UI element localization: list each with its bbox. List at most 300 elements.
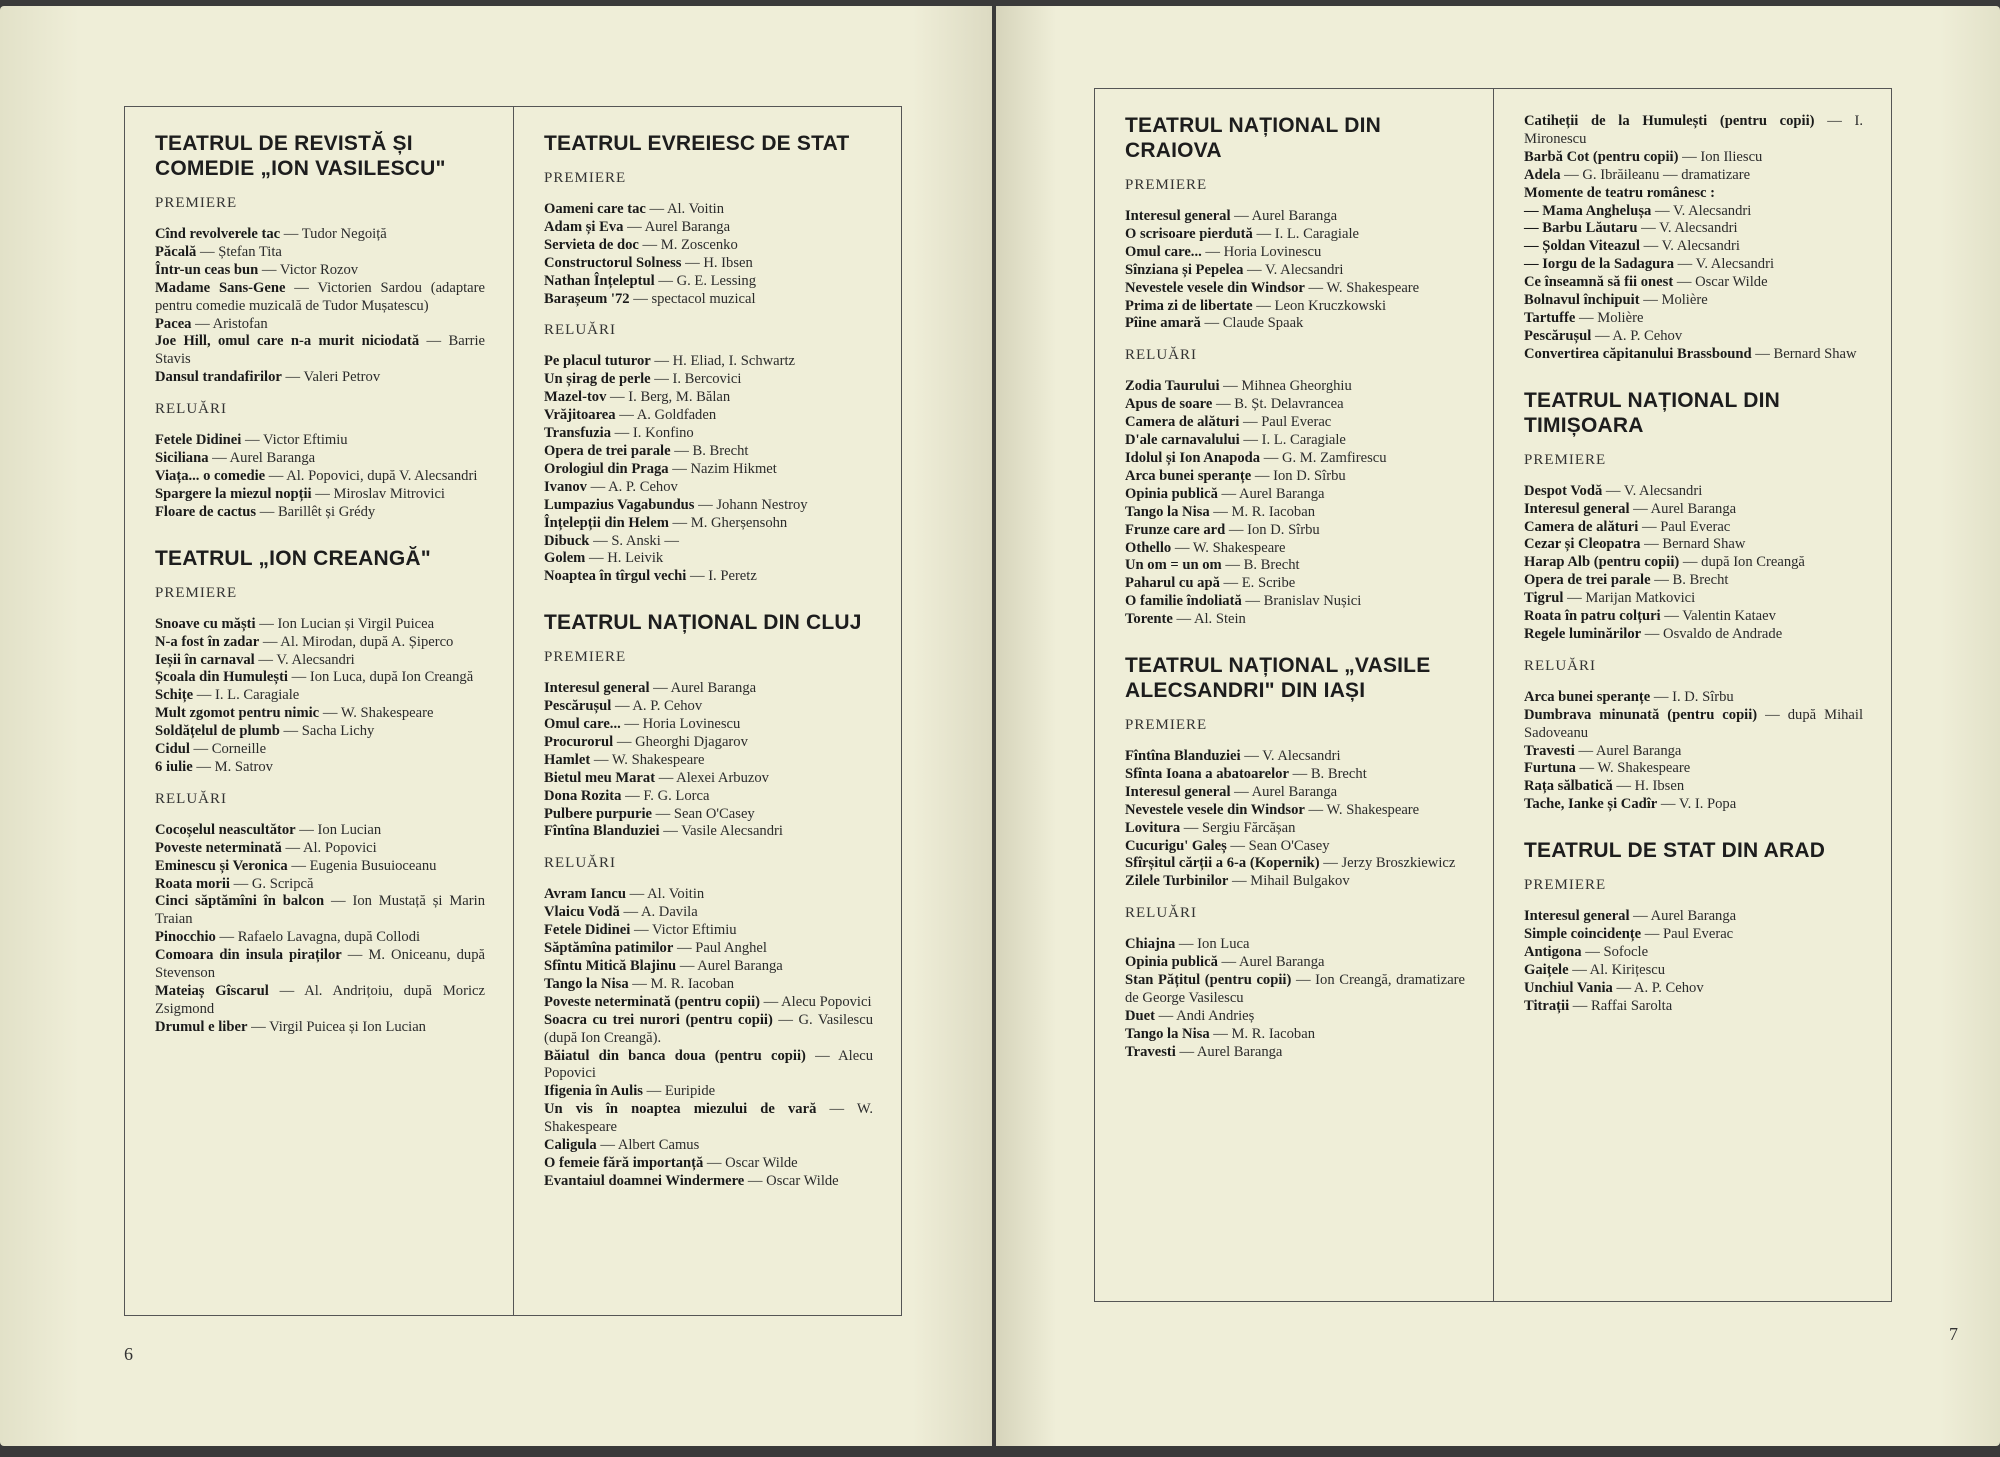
play-author: I. Berg, M. Bălan xyxy=(628,389,731,406)
play-author: Al. Andrițoiu, după Moricz Zsigmond xyxy=(155,983,485,1017)
dash-separator: — xyxy=(1674,256,1696,273)
play-title: Paharul cu apă xyxy=(1125,575,1220,592)
right-page xyxy=(996,6,2000,1446)
play-entry xyxy=(1524,310,1863,328)
play-title: Roata în patru colțuri xyxy=(1524,608,1661,625)
play-title: Barbă Cot (pentru copii) xyxy=(1524,148,1679,165)
play-entry xyxy=(1524,760,1863,778)
play-author: M. Oniceanu, după Stevenson xyxy=(155,947,485,982)
play-author: A. Davila xyxy=(640,904,698,921)
dash-separator: — xyxy=(1568,961,1590,978)
play-author: Ion Lucian xyxy=(317,821,382,838)
play-entry xyxy=(1125,611,1465,629)
play-entry xyxy=(544,237,873,255)
dash-separator: — xyxy=(1814,113,1855,129)
play-author: Corneille xyxy=(211,741,267,758)
play-author: A. P. Cehov xyxy=(608,478,678,495)
play-author: Rafaelo Lavagna, după Collodi xyxy=(237,929,421,946)
dash-separator: — xyxy=(805,1047,839,1064)
dash-separator: — xyxy=(1217,954,1239,971)
play-entry xyxy=(1524,590,1863,608)
play-author: Barillêt și Grédy xyxy=(277,503,376,520)
play-entry xyxy=(155,226,485,244)
play-title: Soldățelul de plumb xyxy=(155,723,280,740)
play-entry xyxy=(155,669,485,687)
play-author: I. Peretz xyxy=(708,568,757,585)
play-title: Cocoșelul neascultător xyxy=(155,821,296,838)
play-entry xyxy=(155,468,485,486)
play-entry xyxy=(155,333,485,369)
play-author: Raffai Sarolta xyxy=(1591,997,1673,1014)
play-author: Molière xyxy=(1661,292,1708,309)
play-title: Travesti xyxy=(1125,1043,1176,1060)
play-title: Cezar și Cleopatra xyxy=(1524,536,1641,553)
play-entry xyxy=(155,432,485,450)
play-title: Vlaicu Vodă xyxy=(544,904,620,921)
play-entry xyxy=(1524,274,1863,292)
play-entry xyxy=(544,886,873,904)
dash-separator: — xyxy=(311,485,334,502)
play-entry xyxy=(1125,486,1465,504)
dash-separator: — xyxy=(1225,521,1248,538)
play-author: Alecu Popovici xyxy=(781,993,872,1010)
dash-separator: — xyxy=(1660,608,1683,625)
play-title: Cidul xyxy=(155,741,190,758)
play-author: I. L. Caragiale xyxy=(1261,432,1346,449)
play-entry xyxy=(1524,778,1863,796)
play-title: Pinocchio xyxy=(155,929,216,946)
dash-separator: — xyxy=(1217,485,1239,502)
play-title: Rața sălbatică xyxy=(1524,778,1613,795)
play-author: Ion Lucian și Virgil Puicea xyxy=(277,615,435,632)
dash-separator: — xyxy=(694,496,717,513)
play-author: Aurel Baranga xyxy=(1251,783,1338,800)
play-author: Paul Everac xyxy=(1261,414,1332,431)
play-author: Bernard Shaw xyxy=(1662,536,1746,553)
play-entry xyxy=(155,947,485,983)
play-title: Școala din Humulești xyxy=(155,669,288,686)
play-title: Opinia publică xyxy=(1125,954,1218,971)
play-entry xyxy=(1125,244,1465,262)
play-title: Noaptea în tîrgul vechi xyxy=(544,568,687,585)
play-entry xyxy=(1125,802,1465,820)
play-entry xyxy=(544,443,873,461)
play-entry xyxy=(544,1083,873,1101)
dash-separator: — xyxy=(760,993,782,1010)
dash-separator: — xyxy=(628,975,651,992)
dash-separator: — xyxy=(1241,593,1264,610)
play-title: Interesul general xyxy=(544,680,650,697)
play-entry xyxy=(544,1101,873,1137)
play-author: M. R. Iacoban xyxy=(1231,1025,1316,1042)
dash-separator: — xyxy=(1252,225,1275,242)
dash-separator: — xyxy=(189,741,212,758)
play-author: Al. Stein xyxy=(1193,611,1246,628)
play-author: G. Vasilescu (după Ion Creangă). xyxy=(544,1011,873,1046)
play-title: Procurorul xyxy=(544,733,614,750)
play-entry xyxy=(1524,185,1863,203)
play-author: V. Alecsandri xyxy=(1265,261,1344,278)
play-title: Caligula xyxy=(544,1137,597,1154)
play-entry xyxy=(155,634,485,652)
play-author: Ion Mustață și Marin Traian xyxy=(155,893,485,928)
play-author: Aurel Baranga xyxy=(670,680,757,697)
dash-separator: — xyxy=(1678,148,1701,165)
play-title: Pescărușul xyxy=(544,698,612,715)
play-entry xyxy=(544,958,873,976)
play-title: Păcală xyxy=(155,243,197,260)
dash-separator: — xyxy=(1612,778,1635,795)
play-entry xyxy=(544,922,873,940)
dash-separator: — xyxy=(816,1101,857,1118)
play-title: Avram Iancu xyxy=(544,886,627,903)
play-entry xyxy=(1125,1044,1465,1062)
dash-separator: — xyxy=(615,407,637,424)
dash-separator: — xyxy=(1641,625,1664,642)
play-author: Alexei Arbuzov xyxy=(676,769,769,786)
play-entry xyxy=(1524,519,1863,537)
section-label: RELUĂRI xyxy=(544,855,616,872)
dash-separator: — xyxy=(287,857,310,874)
play-title: Tango la Nisa xyxy=(544,975,629,992)
play-author: Ion D. Sîrbu xyxy=(1247,521,1320,538)
play-entry xyxy=(544,680,873,698)
play-entry xyxy=(544,550,873,568)
play-list xyxy=(1125,936,1465,1061)
play-author: Mihnea Gheorghiu xyxy=(1241,378,1352,395)
play-entry xyxy=(544,389,873,407)
dash-separator: — xyxy=(1219,575,1242,592)
play-entry xyxy=(1125,954,1465,972)
play-entry xyxy=(1125,972,1465,1008)
play-entry xyxy=(1125,838,1465,856)
section-label: PREMIERE xyxy=(1125,177,1208,193)
play-author: Paul Everac xyxy=(1663,926,1734,943)
play-entry xyxy=(1125,766,1465,784)
play-title: Snoave cu măști xyxy=(155,615,256,632)
play-entry xyxy=(1524,944,1863,962)
play-title: — Șoldan Viteazul xyxy=(1524,238,1640,255)
play-title: Nevestele vesele din Windsor xyxy=(1125,279,1305,296)
play-title: O femeie fără importanță xyxy=(544,1154,704,1171)
play-author: Barrie Stavis xyxy=(155,333,485,368)
theatre-heading: TEATRUL NAȚIONAL DIN TIMIȘOARA xyxy=(1524,388,1780,437)
play-title: Furtuna xyxy=(1524,760,1576,777)
play-entry xyxy=(1524,962,1863,980)
play-title: Lumpazius Vagabundus xyxy=(544,496,695,513)
dash-separator: — xyxy=(196,243,219,260)
play-entry xyxy=(544,255,873,273)
section-label: PREMIERE xyxy=(1524,451,1607,468)
play-entry xyxy=(155,616,485,634)
play-author: Victor Eftimiu xyxy=(651,922,737,939)
play-entry xyxy=(544,219,873,237)
dash-separator: — xyxy=(192,758,215,775)
dash-separator: — xyxy=(1239,414,1262,431)
play-entry xyxy=(544,1137,873,1155)
play-title: Floare de cactus xyxy=(155,503,257,520)
play-author: E. Scribe xyxy=(1241,575,1296,592)
play-author: Aurel Baranga xyxy=(644,218,731,235)
play-author: Ștefan Tita xyxy=(218,243,282,260)
dash-separator: — xyxy=(659,823,682,840)
play-entry xyxy=(155,822,485,840)
play-entry xyxy=(1125,820,1465,838)
play-title: D'ale carnavalului xyxy=(1125,432,1240,449)
play-list xyxy=(1524,908,1863,1015)
play-author: W. Shakespeare xyxy=(1597,760,1691,777)
dash-separator: — xyxy=(1650,572,1673,589)
dash-separator: — xyxy=(208,450,230,467)
play-title: Mult zgomot pentru nimic xyxy=(155,705,320,722)
play-title: Momente de teatru românesc : xyxy=(1524,184,1716,201)
dash-separator: — xyxy=(1563,590,1586,607)
play-title: Pe placul tuturor xyxy=(544,353,651,370)
dash-separator: — xyxy=(650,353,673,370)
play-list xyxy=(544,886,873,1190)
play-author: Eugenia Busuioceanu xyxy=(309,857,437,874)
play-author: I. Konfino xyxy=(632,425,694,442)
play-author: după Mihail Sadoveanu xyxy=(1524,706,1864,741)
page-number-right: 7 xyxy=(1949,1324,1958,1344)
dash-separator: — xyxy=(1569,997,1592,1014)
play-title: Viața... o comedie xyxy=(155,467,266,484)
dash-separator: — xyxy=(1679,554,1702,571)
play-author: Ion Luca, după Ion Creangă xyxy=(309,669,474,686)
play-author: V. Alecsandri xyxy=(276,651,355,668)
play-author: A. P. Cehov xyxy=(1612,327,1683,344)
play-entry xyxy=(544,1012,873,1048)
theatre-heading: TEATRUL DE REVISTĂ ȘI COMEDIE „ION VASILESCU" xyxy=(155,132,446,180)
play-author: Al. Voitin xyxy=(647,886,705,903)
play-entry xyxy=(155,262,485,280)
play-author: W. Shakespeare xyxy=(611,751,705,768)
play-entry xyxy=(1524,220,1863,238)
play-title: O scrisoare pierdută xyxy=(1125,225,1253,242)
play-author: I. L. Caragiale xyxy=(1274,225,1359,242)
play-entry xyxy=(1125,557,1465,575)
play-entry xyxy=(1524,980,1863,998)
section-label: RELUĂRI xyxy=(1125,347,1197,364)
play-author: H. Ibsen xyxy=(703,254,753,271)
play-author: W. Shakespeare xyxy=(340,705,434,722)
right-column-1 xyxy=(1095,89,1493,1301)
play-title: Harap Alb (pentru copii) xyxy=(1524,554,1680,571)
play-author: V. Alecsandri xyxy=(1623,482,1703,499)
play-title: 6 iulie xyxy=(155,758,193,775)
theatre-block xyxy=(1125,653,1465,1062)
play-author: Marijan Matkovici xyxy=(1585,590,1696,607)
left-column-1 xyxy=(125,107,513,1315)
play-title: Pulbere purpurie xyxy=(544,805,652,822)
dash-separator: — xyxy=(623,218,645,235)
play-title: Zodia Taurului xyxy=(1125,378,1220,395)
play-title: Antigona xyxy=(1524,944,1582,960)
play-author: Al. Kirițescu xyxy=(1589,961,1666,978)
play-author: V. Alecsandri xyxy=(1695,256,1775,273)
play-author: Claude Spaak xyxy=(1222,315,1304,332)
dash-separator: — xyxy=(668,514,691,531)
play-entry xyxy=(544,273,873,291)
play-author: Victor Rozov xyxy=(279,261,359,278)
play-entry xyxy=(1125,873,1465,891)
dash-separator: — xyxy=(265,467,287,484)
play-title: Eminescu și Veronica xyxy=(155,857,288,874)
dash-separator: — xyxy=(1319,855,1342,872)
play-title: Dumbrava minunată (pentru copii) xyxy=(1524,706,1758,723)
play-list xyxy=(1524,689,1863,814)
play-entry xyxy=(155,858,485,876)
dash-separator: — xyxy=(1180,819,1203,836)
play-entry xyxy=(1125,280,1465,298)
play-entry xyxy=(544,371,873,389)
play-title: Sfînta Ioana a abatoarelor xyxy=(1125,765,1289,782)
dash-separator: — xyxy=(259,633,281,650)
theatre-block xyxy=(155,546,485,1037)
section-label: RELUĂRI xyxy=(155,790,227,807)
play-entry xyxy=(544,788,873,806)
play-title: Pîine amară xyxy=(1125,315,1201,332)
theatre-heading: TEATRUL NAȚIONAL DIN CLUJ xyxy=(544,611,862,635)
play-entry xyxy=(544,1048,873,1084)
dash-separator: — xyxy=(1629,500,1651,517)
play-author: Victorien Sardou (adaptare pentru comedie muzicală de Tudor Mușatescu) xyxy=(155,279,485,314)
play-title: Fîntîna Blanduziei xyxy=(544,823,660,840)
play-title: Omul care... xyxy=(544,716,621,733)
play-author: V. I. Popa xyxy=(1678,796,1737,813)
play-title: Duet xyxy=(1125,1007,1155,1024)
play-author: Aurel Baranga xyxy=(1238,954,1325,971)
play-title: Sfîrșitul cărții a 6-a (Kopernik) xyxy=(1125,855,1320,872)
play-title: Adela xyxy=(1524,166,1561,183)
play-title: Madame Sans-Gene xyxy=(155,279,286,296)
play-entry xyxy=(1524,113,1863,149)
play-title: Fîntîna Blanduziei xyxy=(1125,748,1241,765)
theatre-block xyxy=(1524,388,1863,815)
dash-separator: — xyxy=(1221,557,1244,574)
play-title: Dansul trandafirilor xyxy=(155,369,282,386)
play-author: Al. Voitin xyxy=(666,201,724,217)
dash-separator: — xyxy=(1260,449,1282,466)
play-author: Aurel Baranga xyxy=(1251,208,1338,224)
play-author: I. Bercovici xyxy=(672,371,742,388)
page-number-left: 6 xyxy=(124,1344,133,1364)
play-author: Jerzy Broszkiewicz xyxy=(1341,855,1456,872)
play-entry xyxy=(155,840,485,858)
play-author: W. Shakespeare xyxy=(1326,801,1420,818)
play-entry xyxy=(544,698,873,716)
play-list xyxy=(544,201,873,308)
theatre-heading: TEATRUL NAȚIONAL „VASILE ALECSANDRI" DIN IAȘI xyxy=(1125,654,1431,703)
play-title: O familie îndoliată xyxy=(1125,593,1242,610)
play-entry xyxy=(1524,292,1863,310)
play-author: V. Alecsandri xyxy=(1672,202,1752,219)
play-title: Drumul e liber xyxy=(155,1018,248,1035)
play-title: Prima zi de libertate xyxy=(1125,297,1253,314)
play-author: Paul Everac xyxy=(1660,518,1731,535)
section-label: RELUĂRI xyxy=(1125,905,1197,922)
play-entry xyxy=(1125,262,1465,280)
dash-separator: — xyxy=(606,389,629,406)
section-label: PREMIERE xyxy=(1524,877,1607,894)
play-author: S. Anski — xyxy=(611,532,680,549)
play-title: Mazel-tov xyxy=(544,389,607,406)
play-title: Adam și Eva xyxy=(544,218,624,235)
dash-separator: — xyxy=(1751,345,1774,362)
dash-separator: — xyxy=(626,886,648,903)
dash-separator: — xyxy=(668,460,691,477)
play-title: Idolul și Ion Anapoda xyxy=(1125,449,1261,466)
dash-separator: — xyxy=(1673,274,1696,291)
dash-separator: — xyxy=(676,958,698,974)
play-author: I. L. Caragiale xyxy=(215,687,300,704)
play-title: Othello xyxy=(1125,539,1172,556)
dash-separator: — xyxy=(1304,279,1327,296)
dash-separator: — xyxy=(1591,327,1613,344)
play-author: Sacha Lichy xyxy=(301,723,375,740)
play-title: Opera de trei parale xyxy=(1524,572,1651,589)
dash-separator: — xyxy=(319,705,341,722)
dash-separator: — xyxy=(1575,760,1598,777)
dash-separator: — xyxy=(1175,1043,1197,1060)
dash-separator: — xyxy=(281,839,303,856)
play-entry xyxy=(1524,572,1863,590)
play-title: Titrații xyxy=(1524,997,1570,1014)
play-entry xyxy=(155,741,485,759)
play-title: Pescărușul xyxy=(1524,327,1592,344)
play-title: Pacea xyxy=(155,315,192,332)
dash-separator: — xyxy=(1251,467,1274,484)
play-entry xyxy=(544,976,873,994)
play-author: Valeri Petrov xyxy=(303,369,381,386)
section-label: PREMIERE xyxy=(1125,717,1208,734)
play-author: Miroslav Mitrovici xyxy=(333,485,445,502)
play-author: Virgil Puicea și Ion Lucian xyxy=(269,1018,426,1035)
play-entry xyxy=(544,407,873,425)
play-title: Bolnavul închipuit xyxy=(1524,292,1640,309)
play-title: Sfîntu Mitică Blajinu xyxy=(544,958,677,974)
play-author: Al. Mirodan, după A. Șiperco xyxy=(280,633,454,650)
play-title: — Iorgu de la Sadagura xyxy=(1524,256,1675,273)
play-author: I. D. Sîrbu xyxy=(1672,688,1734,705)
play-author: Aurel Baranga xyxy=(1238,485,1325,502)
play-author: Valentin Kataev xyxy=(1682,608,1776,625)
play-author: V. Alecsandri xyxy=(1661,238,1740,255)
dash-separator: — xyxy=(619,904,641,921)
dash-separator: — xyxy=(280,226,302,242)
section-label: PREMIERE xyxy=(544,170,627,186)
dash-separator: — xyxy=(1288,765,1311,782)
play-title: Nathan Înțeleptul xyxy=(544,272,655,289)
play-author: Osvaldo de Andrade xyxy=(1663,625,1783,642)
dash-separator: — xyxy=(703,1154,726,1171)
dash-separator: — xyxy=(1212,396,1235,413)
play-entry xyxy=(155,486,485,504)
play-author: G. E. Lessing xyxy=(676,272,757,289)
dash-separator: — xyxy=(1602,482,1624,499)
play-entry xyxy=(1125,378,1465,396)
play-entry xyxy=(1125,575,1465,593)
play-title: Vrăjitoarea xyxy=(544,407,616,424)
play-title: Sînziana și Pepelea xyxy=(1125,261,1244,278)
theatre-heading: TEATRUL DE STAT DIN ARAD xyxy=(1524,839,1826,863)
dash-separator: — xyxy=(254,651,277,668)
play-title: Siciliana xyxy=(155,450,209,467)
play-title: Un vis în noaptea miezului de vară xyxy=(544,1101,817,1118)
play-title: Fetele Didinei xyxy=(155,432,242,449)
play-entry xyxy=(1524,626,1863,644)
dash-separator: — xyxy=(1239,432,1262,449)
